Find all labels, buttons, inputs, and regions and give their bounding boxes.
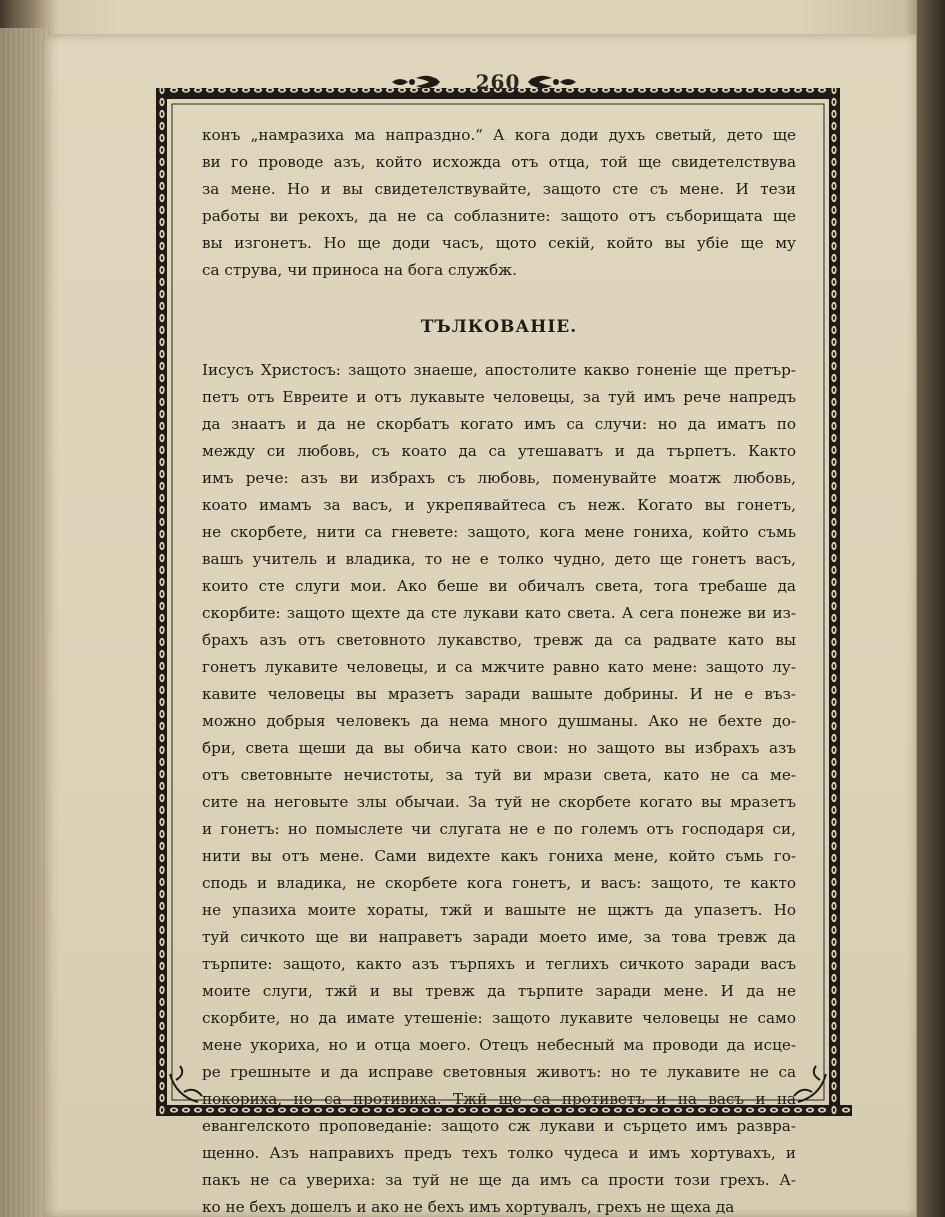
corner-ornament-bottom-left — [170, 1066, 202, 1102]
text-line: и гонетъ: но помыслете чи слугата не е по големъ отъ господаря си, — [202, 820, 796, 838]
page-content — [202, 122, 796, 1217]
border-right — [829, 88, 840, 1116]
text-line: отъ световныте нечистоты, за туй ви мрази света, като не са ме- — [202, 766, 796, 784]
header-ornament-left — [392, 76, 440, 89]
text-line: скорбите, но да имате утешеніе: защото лукавите человецы не само — [202, 1009, 796, 1027]
text-line: ре грешныте и да исправе световныя животъ: но те лукавите не са — [202, 1063, 796, 1081]
text-line: можно добрыя человекъ да нема много душманы. Ако не бехте до- — [202, 712, 796, 730]
text-line: туй сичкото ще ви направетъ заради моето име, за това тревж да — [202, 928, 796, 946]
section-heading: ТЪЛКОВАНІЕ. — [420, 317, 578, 337]
text-line: ви го проводе азъ, който исхожда отъ отца, той ще свидетелствува — [202, 153, 796, 171]
text-line: които сте слуги мои. Ако беше ви обичалъ света, тога требаше да — [202, 577, 796, 595]
text-line: са струва, чи приноса на бога службж. — [202, 261, 517, 279]
text-line: нити вы отъ мене. Сами видехте какъ гониха мене, който съмь го- — [202, 847, 796, 865]
text-line: конъ „намразиха ма напраздно.“ А кога доди духъ светый, дето ще — [202, 126, 796, 144]
text-line: вашъ учитель и владика, то не е толко чудно, дето ще гонетъ васъ, — [202, 550, 796, 568]
text-line: покориха, но са противиха. Тжй ще са противетъ и на васъ и на — [202, 1090, 796, 1108]
text-line: моите слуги, тжй и вы тревж да търпите заради мене. И да не — [202, 982, 796, 1000]
corner-ornament-bottom-right — [794, 1066, 826, 1102]
paragraph-commentary — [202, 357, 796, 1217]
text-line: да знаатъ и да не скорбатъ когато имъ са случи: но да иматъ по — [202, 415, 796, 433]
text-line: вы изгонетъ. Но ще доди часъ, щото секій, който вы убіе ще му — [202, 234, 796, 252]
text-line: скорбите: защото щехте да сте лукави като света. А сега понеже ви из- — [202, 604, 796, 622]
text-line: сподь и владика, не скорбете кога гонетъ, и васъ: защото, те както — [202, 874, 796, 892]
text-line: търпите: защото, както азъ търпяхъ и теглихъ сичкото заради васъ — [202, 955, 796, 973]
text-line: евангелското проповеданіе: защото сж лукави и сърцето имъ развра- — [202, 1117, 796, 1135]
text-line: пакъ не са увериха: за туй не ще да имъ са прости този грехъ. А- — [202, 1171, 796, 1189]
text-line: между си любовь, съ коато да са утешаватъ и да търпетъ. Както — [202, 442, 796, 460]
paragraph-gospel-text — [202, 122, 796, 284]
text-line: не упазиха моите хораты, тжй и вашыте не щжтъ да упазетъ. Но — [202, 901, 796, 919]
text-line: щенно. Азъ направихъ предъ техъ толко чудеса и имъ хортувахъ, и — [202, 1144, 796, 1162]
text-line: сите на неговыте злы обычаи. За туй не скорбете когато вы мразетъ — [202, 793, 796, 811]
text-line: ко не бехъ дошелъ и ако не бехъ имъ хортувалъ, грехъ не щеха да — [202, 1198, 735, 1216]
text-line: гонетъ лукавите человецы, и са мжчите равно като мене: защото лу- — [202, 658, 796, 676]
text-line: имъ рече: азъ ви избрахъ съ любовь, поменувайте моатж любовь, — [202, 469, 796, 487]
text-line: коато имамъ за васъ, и укрепявайтеса съ неж. Когато вы гонетъ, — [202, 496, 796, 514]
text-line: мене укориха, но и отца моего. Отецъ небесный ма проводи да исце- — [202, 1036, 796, 1054]
text-line: за мене. Но и вы свидетелствувайте, защото сте съ мене. И тези — [202, 180, 796, 198]
text-line: не скорбете, нити са гневете: защото, кога мене гониха, който съмь — [202, 523, 796, 541]
text-line: работы ви рекохъ, да не са соблазните: защото отъ съборищата ще — [202, 207, 796, 225]
border-left — [156, 88, 167, 1116]
text-line: кавите человецы вы мразетъ заради вашыте добрины. И не е въз- — [202, 685, 796, 703]
text-line: бри, света щеши да вы обича като свои: но защото вы избрахъ азъ — [202, 739, 796, 757]
page-number: 260 — [475, 70, 521, 94]
text-line: Іисусъ Христосъ: защото знаеше, апостолите какво гоненіе ще претър- — [202, 361, 796, 379]
text-line: петъ отъ Евреите и отъ лукавыте человецы, за туй имъ рече напредъ — [202, 388, 796, 406]
text-line: брахъ азъ отъ световното лукавство, тревж да са радвате като вы — [202, 631, 796, 649]
